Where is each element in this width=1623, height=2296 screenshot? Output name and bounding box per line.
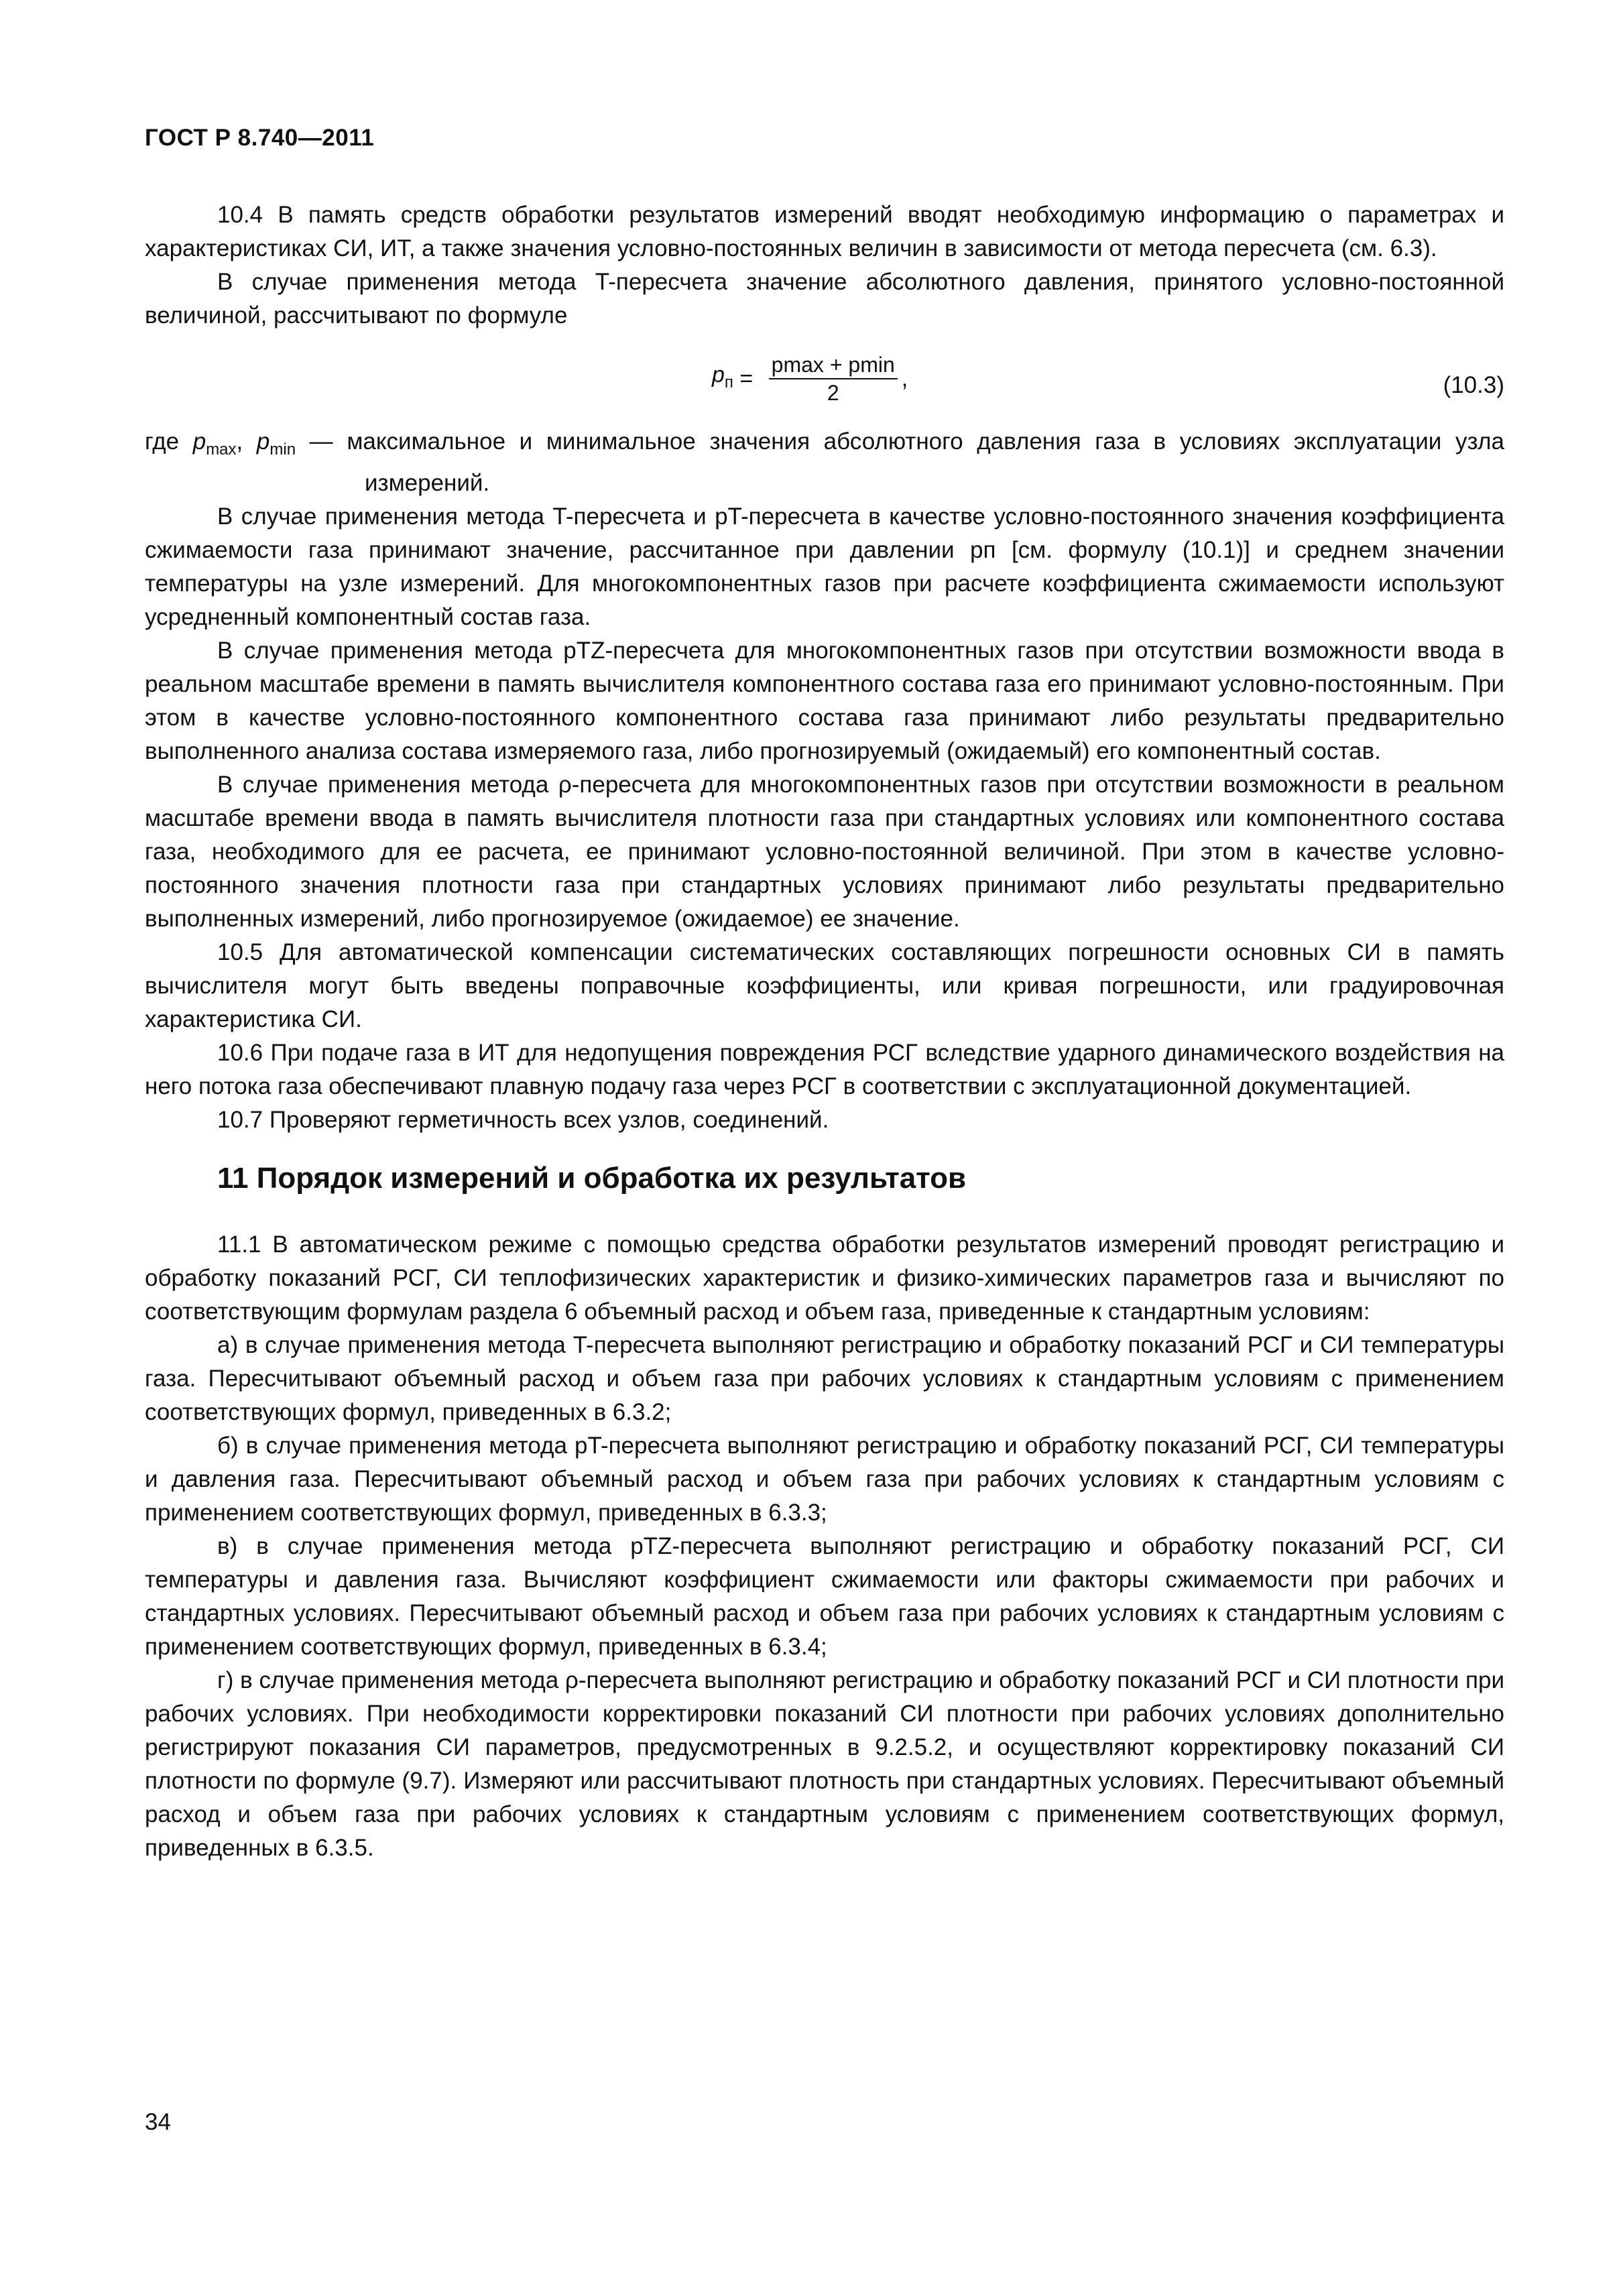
paragraph-11-1: 11.1 В автоматическом режиме с помощью средства обработки результатов измерений проводят регистрацию и обработку показаний РСГ, СИ теплофизических характеристик и физико-химических параметров газа и вычисляют по соответствующим формулам раздела 6 объемный расход и объем газа, приведенные к стандартным условиям: [145, 1231, 1504, 1325]
formula-numerator: pmax + pmin [769, 351, 898, 379]
paragraph-11-1-b: б) в случае применения метода pT-пересчета выполняют регистрацию и обработку показаний РСГ, СИ температуры и давления газа. Пересчитывают объемный расход и объем газа при рабочих условиях к стандартным условиям с применением соответствующих формул, приведенных в 6.3.3; [145, 1433, 1504, 1526]
formula-fraction [769, 351, 898, 406]
paragraph-ptz-recalc: В случае применения метода pTZ-пересчета для многокомпонентных газов при отсутствии возможности ввода в реальном масштабе времени в память вычислителя компонентного состава газа его принимают условно-постоянным. При этом в качестве условно-постоянного компонентного состава газа принимают либо результаты предварительно выполненного анализа состава измеряемого газа, либо прогнозируемый (ожидаемый) его компонентный состав. [145, 638, 1504, 764]
paragraph-10-6: 10.6 При подаче газа в ИТ для недопущения повреждения РСГ вследствие ударного динамического воздействия на него потока газа обеспечивают плавную подачу газа через РСГ в соответствии с эксплуатационной документацией. [145, 1040, 1504, 1099]
formula-equals: = [733, 366, 760, 391]
paragraph-11-1-v: в) в случае применения метода pTZ-пересчета выполняют регистрацию и обработку показаний РСГ, СИ температуры и давления газа. Вычисляют коэффициент сжимаемости или факторы сжимаемости при рабочих и стандартных условиях. Пересчитывают объемный расход и объем газа при рабочих условиях к стандартным условиям с применением соответствующих формул, приведенных в 6.3.4; [145, 1533, 1504, 1660]
section-heading-11: 11 Порядок измерений и обработка их результатов [217, 1162, 967, 1195]
paragraph-t-recalc-intro: В случае применения метода T-пересчета значение абсолютного давления, принятого условно-постоянной величиной, рассчитывают по формуле [145, 269, 1504, 328]
paragraph-11-1-g: г) в случае применения метода ρ-пересчета выполняют регистрацию и обработку показаний РСГ и СИ плотности при рабочих условиях. При необходимости корректировки показаний СИ плотности при рабочих условиях дополнительно регистрируют показания СИ параметров, предусмотренных в 9.2.5.2, и осуществляют корректировку показаний СИ плотности по формуле (9.7). Измеряют или рассчитывают плотность при стандартных условиях. Пересчитывают объемный расход и объем газа при рабочих условиях к стандартным условиям с применением соответствующих формул, приведенных в 6.3.5. [145, 1667, 1504, 1861]
page-number: 34 [145, 2109, 171, 2135]
paragraph-10-4: 10.4 В память средств обработки результатов измерений вводят необходимую информацию о параметрах и характеристиках СИ, ИТ, а также значения условно-постоянных величин в зависимости от метода пересчета (см. 6.3). [145, 202, 1504, 261]
document-body [145, 198, 1504, 1865]
paragraph-rho-recalc: В случае применения метода ρ-пересчета для многокомпонентных газов при отсутствии возможности в реальном масштабе времени ввода в память вычислителя плотности газа при стандартных условиях или компонентного состава газа, необходимого для ее расчета, ее принимают условно-постоянной величиной. При этом в качестве условно-постоянного значения плотности газа при стандартных условиях принимают либо результаты предварительно выполненных измерений, либо прогнозируемое (ожидаемое) ее значение. [145, 772, 1504, 932]
paragraph-10-5: 10.5 Для автоматической компенсации систематических составляющих погрешности основных СИ в память вычислителя могут быть введены поправочные коэффициенты, или кривая погрешности, или градуировочная характеристика СИ. [145, 939, 1504, 1032]
formula-10-3 [145, 345, 1504, 420]
formula-lhs: $p_п$ [712, 362, 733, 391]
paragraph-compressibility: В случае применения метода T-пересчета и pT-пересчета в качестве условно-постоянного значения коэффициента сжимаемости газа принимают значение, рассчитанное при давлении pп [см. формулу (10.1)] и среднем значении температуры на узле измерений. Для многокомпонентных газов при расчете коэффициента сжимаемости используют усредненный компонентный состав газа. [145, 503, 1504, 630]
paragraph-10-7: 10.7 Проверяют герметичность всех узлов, соединений. [217, 1107, 829, 1133]
formula-legend: где $p_{max}$, $p_{min}$ — максимальное и минимальное значения абсолютного давления газа в условиях эксплуатации узла измерений. [145, 428, 1504, 496]
document-header: ГОСТ Р 8.740—2011 [145, 125, 375, 151]
formula-denominator: 2 [827, 381, 839, 405]
formula-tail: , [901, 366, 908, 391]
paragraph-11-1-a: а) в случае применения метода T-пересчета выполняют регистрацию и обработку показаний РСГ и СИ температуры газа. Пересчитывают объемный расход и объем газа при рабочих условиях к стандартным условиям с применением соответствующих формул, приведенных в 6.3.2; [145, 1332, 1504, 1425]
formula-number: (10.3) [1443, 372, 1504, 398]
formula-expression [712, 351, 908, 406]
